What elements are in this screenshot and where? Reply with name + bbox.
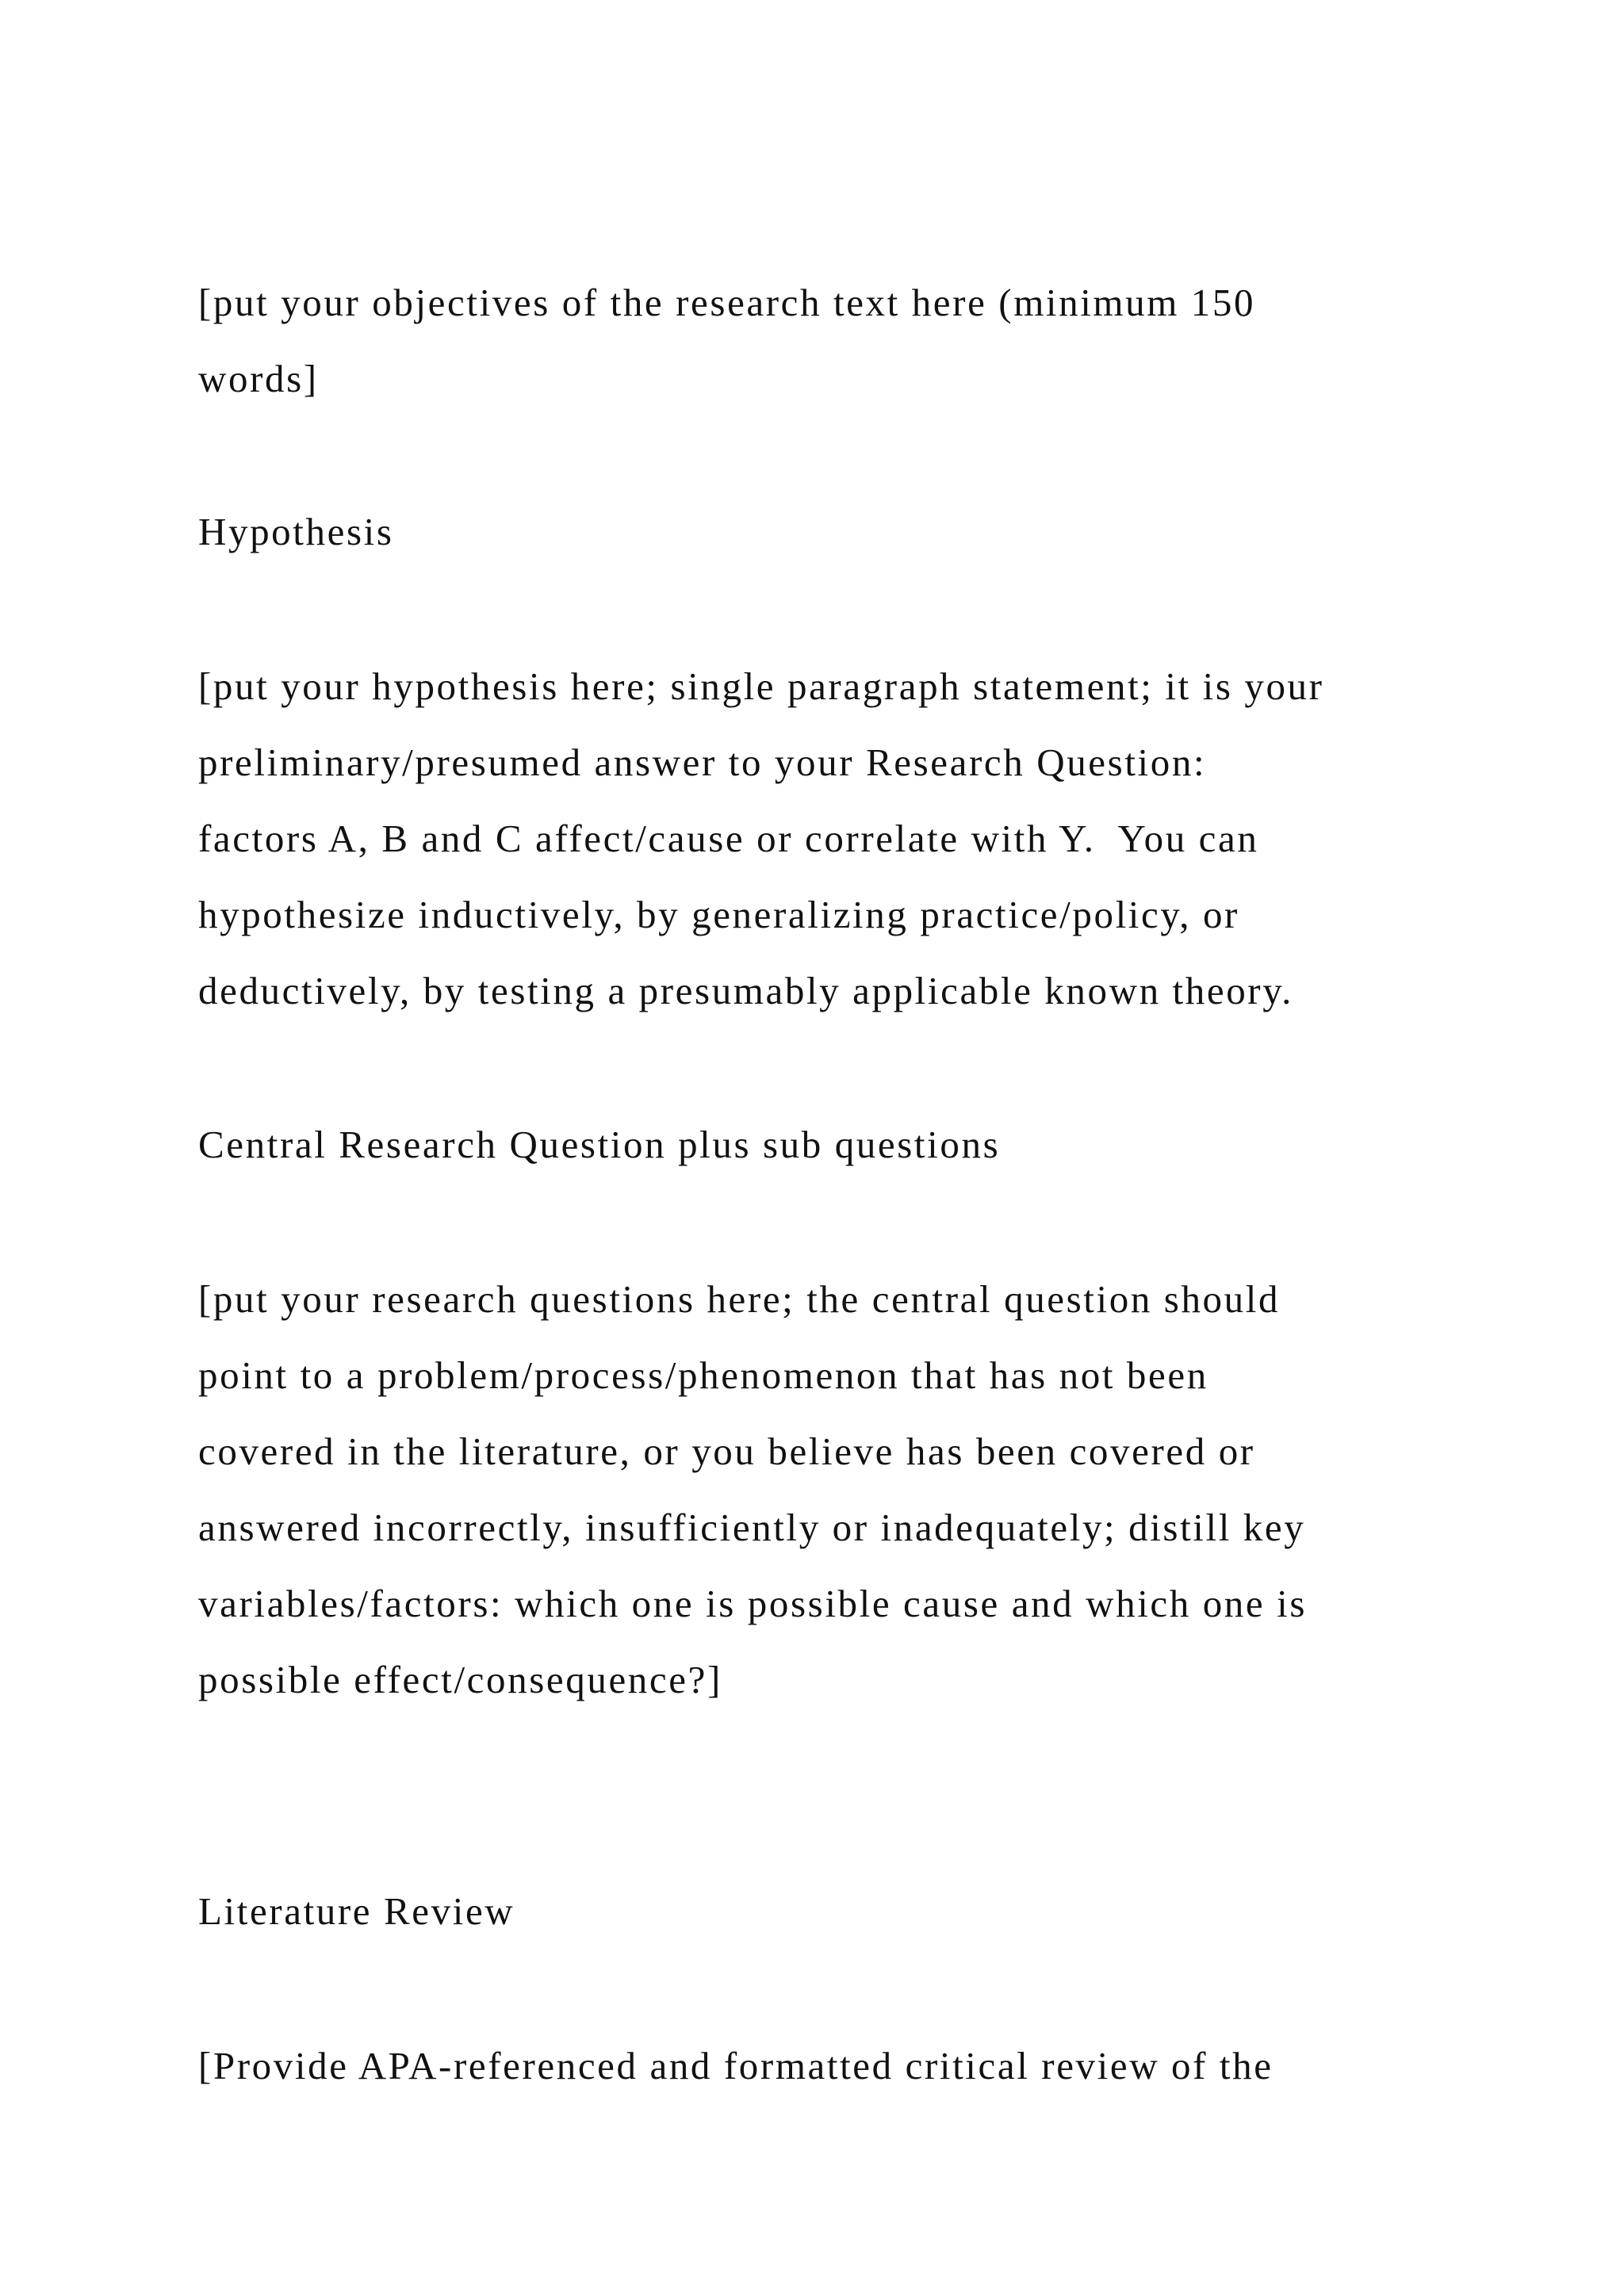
hypothesis-text-line-2: preliminary/presumed answer to your Research Question: [198,740,1207,784]
objectives-text-line-2: words] [198,357,319,400]
hypothesis-text-line-1: [put your hypothesis here; single paragraph statement; it is your [198,664,1324,708]
hypothesis-text-line-3: factors A, B and C affect/cause or correlate with Y. You can [198,817,1259,860]
research-question-text-line-1: [put your research questions here; the central question should [198,1277,1281,1321]
literature-review-heading: Literature Review [198,1889,515,1933]
hypothesis-text-line-4: hypothesize inductively, by generalizing practice/policy, or [198,893,1239,936]
literature-review-text-line-1: [Provide APA-referenced and formatted critical review of the [198,2044,1274,2087]
hypothesis-text-line-5: deductively, by testing a presumably applicable known theory. [198,969,1293,1012]
research-question-text-line-5: variables/factors: which one is possible cause and which one is [198,1582,1307,1625]
research-question-text-line-3: covered in the literature, or you believe has been covered or [198,1429,1255,1473]
hypothesis-heading: Hypothesis [198,510,394,553]
objectives-text-line-1: [put your objectives of the research text here (minimum 150 [198,281,1256,324]
research-question-text-line-4: answered incorrectly, insufficiently or inadequately; distill key [198,1506,1306,1549]
research-question-heading: Central Research Question plus sub questions [198,1123,1001,1166]
research-question-text-line-2: point to a problem/process/phenomenon that has not been [198,1353,1208,1397]
research-question-text-line-6: possible effect/consequence?] [198,1658,722,1701]
